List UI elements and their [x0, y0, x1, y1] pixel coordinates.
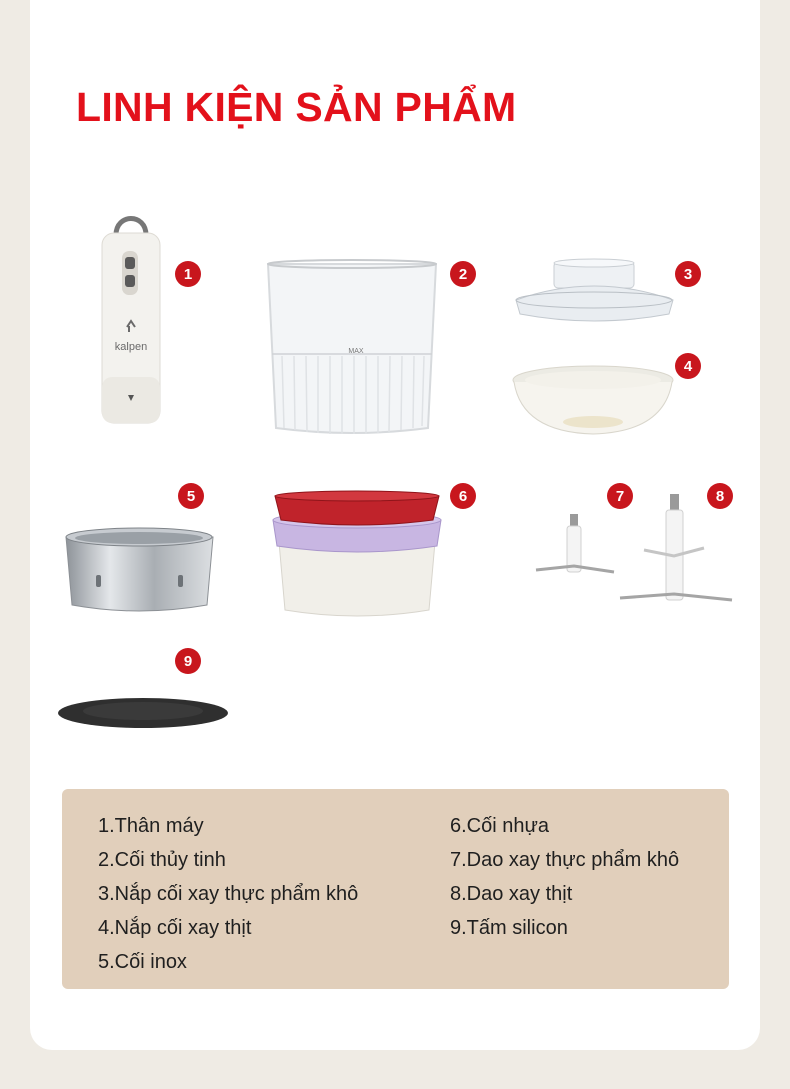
badge-4: 4 — [675, 353, 701, 379]
silicone-mat-image — [56, 695, 231, 733]
brand-logo-text: kalpen — [114, 341, 148, 353]
legend-item: 6.Cối nhựa — [450, 815, 550, 837]
badge-7: 7 — [607, 483, 633, 509]
legend-item: 1.Thân máy — [98, 815, 204, 837]
badge-2: 2 — [450, 261, 476, 287]
dry-food-lid-image — [512, 258, 677, 330]
jar-max-label: MAX — [348, 348, 364, 355]
badge-5: 5 — [178, 483, 204, 509]
badge-8: 8 — [707, 483, 733, 509]
motor-body-image — [96, 205, 166, 430]
badge-3: 3 — [675, 261, 701, 287]
legend-item: 7.Dao xay thực phẩm khô — [450, 849, 680, 871]
legend-column-left — [98, 813, 358, 983]
legend-item: 2.Cối thủy tinh — [98, 849, 226, 871]
parts-legend — [62, 789, 729, 989]
meat-lid-image — [508, 362, 678, 438]
badge-6: 6 — [450, 483, 476, 509]
dry-food-blade-image — [532, 510, 617, 580]
plastic-bowls-image — [265, 490, 450, 620]
legend-item: 3.Nắp cối xay thực phẩm khô — [98, 883, 359, 905]
glass-jar-image — [262, 258, 442, 438]
badge-9: 9 — [175, 648, 201, 674]
legend-item: 9.Tấm silicon — [450, 917, 568, 939]
page-title: LINH KIỆN SẢN PHẨM — [76, 84, 517, 130]
legend-item: 4.Nắp cối xay thịt — [98, 917, 252, 939]
badge-1: 1 — [175, 261, 201, 287]
legend-item: 8.Dao xay thịt — [450, 883, 573, 905]
stainless-bowl-image — [62, 525, 217, 617]
legend-item: 5.Cối inox — [98, 951, 187, 973]
legend-column-right — [450, 813, 679, 949]
